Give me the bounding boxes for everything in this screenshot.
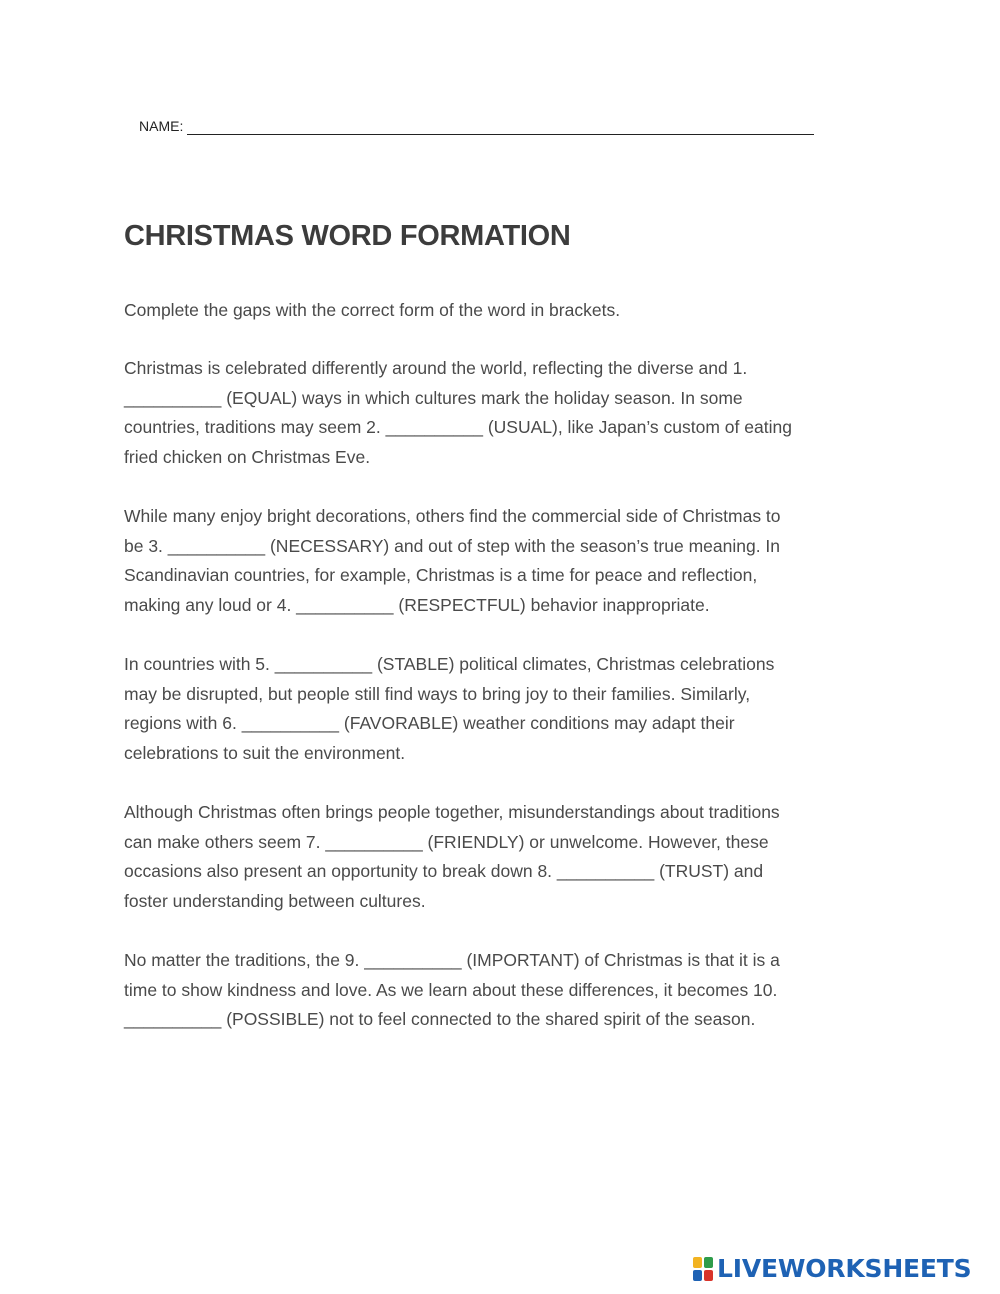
text-line: No matter the traditions, the 9. __________ (IMPORTANT) of Christmas is that it is a (124, 950, 780, 970)
text-line: making any loud or 4. __________ (RESPECTFUL) behavior inappropriate. (124, 594, 710, 615)
worksheet-instructions: Complete the gaps with the correct form of the word in brackets. (124, 300, 621, 320)
text-line: time to show kindness and love. As we learn about these differences, it becomes 10. (124, 979, 778, 1000)
text-line: can make others seem 7. __________ (FRIENDLY) or unwelcome. However, these (124, 831, 769, 852)
paragraph-3 (124, 650, 884, 768)
paragraph-5 (124, 946, 884, 1035)
text-line: occasions also present an opportunity to break down 8. __________ (TRUST) and (124, 861, 764, 882)
text-line: celebrations to suit the environment. (124, 742, 406, 763)
text-line: __________ (POSSIBLE) not to feel connected to the shared spirit of the season. (124, 1009, 756, 1030)
text-line: While many enjoy bright decorations, others find the commercial side of Christmas to (124, 506, 781, 526)
liveworksheets-logo (693, 1255, 971, 1283)
liveworksheets-logo-icon (693, 1257, 713, 1281)
name-blank-line[interactable] (187, 120, 814, 135)
name-field[interactable] (139, 117, 814, 135)
logo-square-icon (704, 1257, 713, 1268)
name-label: NAME: (139, 118, 184, 134)
logo-square-icon (693, 1270, 702, 1281)
text-line: Christmas is celebrated differently around the world, reflecting the diverse and 1. (124, 358, 748, 378)
logo-square-icon (704, 1270, 713, 1281)
text-line: foster understanding between cultures. (124, 890, 426, 911)
logo-square-icon (693, 1257, 702, 1268)
text-line: __________ (EQUAL) ways in which cultures mark the holiday season. In some (124, 387, 743, 408)
paragraph-2 (124, 502, 884, 620)
text-line: In countries with 5. __________ (STABLE) political climates, Christmas celebrations (124, 654, 775, 674)
text-line: Scandinavian countries, for example, Christmas is a time for peace and reflection, (124, 565, 758, 586)
worksheet-title: CHRISTMAS WORD FORMATION (124, 220, 571, 252)
paragraph-4 (124, 798, 884, 916)
logo-text: LIVEWORKSHEETS (717, 1254, 972, 1283)
text-line: regions with 6. __________ (FAVORABLE) weather conditions may adapt their (124, 713, 735, 734)
text-line: fried chicken on Christmas Eve. (124, 446, 371, 467)
text-line: Although Christmas often brings people together, misunderstandings about traditions (124, 802, 780, 822)
text-line: may be disrupted, but people still find ways to bring joy to their families. Similarly, (124, 683, 751, 704)
text-line: countries, traditions may seem 2. __________ (USUAL), like Japan’s custom of eating (124, 417, 792, 438)
paragraph-1 (124, 354, 884, 472)
text-line: be 3. __________ (NECESSARY) and out of step with the season’s true meaning. In (124, 535, 781, 556)
